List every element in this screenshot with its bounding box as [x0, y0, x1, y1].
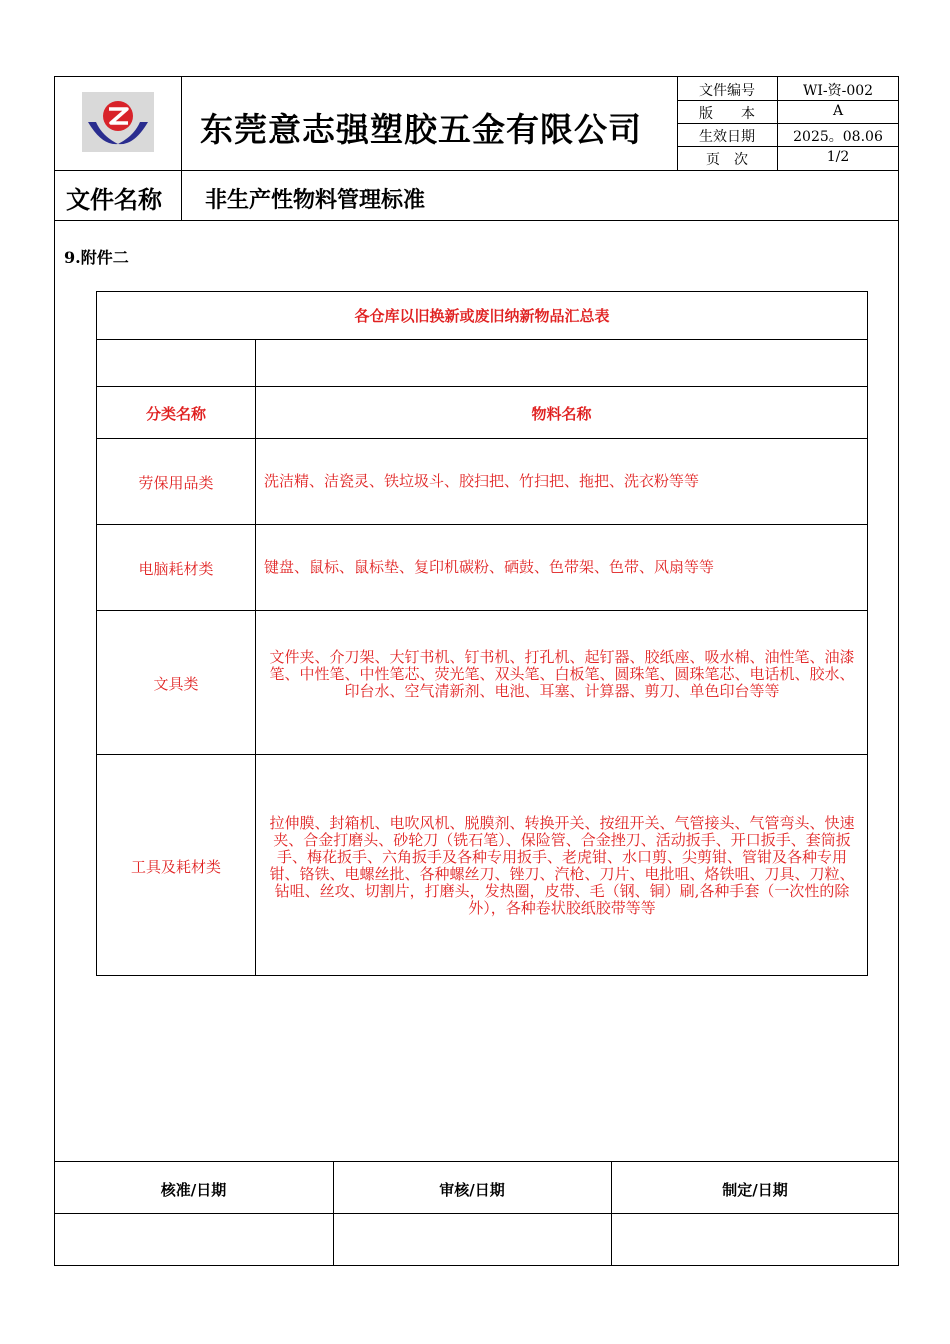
company-name: 东莞意志强塑胶五金有限公司: [200, 110, 642, 149]
table-row-divider: [96, 524, 868, 525]
row-category: 工具及耗材类: [130, 858, 221, 876]
row-category: 劳保用品类: [138, 474, 214, 492]
meta-label-doc-number: 文件编号: [699, 83, 755, 99]
signoff-divider: [54, 1161, 899, 1162]
doc-name-label: 文件名称: [66, 186, 162, 214]
meta-label-effective-date: 生效日期: [699, 129, 755, 145]
table-title: 各仓库以旧换新或废旧纳新物品汇总表: [354, 307, 610, 325]
row-category: 文具类: [153, 675, 199, 693]
company-logo: [82, 92, 154, 152]
meta-value-doc-number: WI-资-002: [802, 83, 874, 99]
row-items: 洗洁精、洁瓷灵、铁垃圾斗、胶扫把、竹扫把、拖把、洗衣粉等等: [264, 472, 700, 490]
row-items: 文件夹、介刀架、大钉书机、钉书机、打孔机、起钉器、胶纸座、吸水棉、油性笔、油漆笔、中性笔、中性笔芯、荧光笔、双头笔、白板笔、圆珠笔、圆珠笔芯、电话机、胶水、印台水、空气清新剂、电池、耳塞、计算器、剪刀、单色印台等等: [269, 648, 855, 700]
meta-value-effective-date: 2025。08.06: [793, 129, 883, 145]
row-category: 电脑耗材类: [138, 560, 214, 578]
signoff-divider: [54, 1213, 899, 1214]
col-header-items: 物料名称: [531, 405, 592, 423]
table-col-divider: [255, 339, 256, 976]
row-items: 拉伸膜、封箱机、电吹风机、脱膜剂、转换开关、按纽开关、气管接头、气管弯头、快速夹、合金打磨头、砂轮刀（铣石笔）、保险管、合金挫刀、活动扳手、开口扳手、套筒扳手、梅花扳手、六角扳手及各种专用扳手、老虎钳、水口剪、尖剪钳、管钳及各种专用钳、铬铁、电螺丝批、各种螺丝刀、锉刀、汽枪、刀片、电批咀、烙铁咀、刀具、刀粒、钻咀、丝攻、切割片，打磨头，发热圈，皮带、毛（钢、铜）刷,各种手套（一次性的除外），各种卷状胶纸胶带等等: [269, 814, 855, 917]
meta-value-page: 1/2: [826, 149, 850, 165]
doc-title: 非生产性物料管理标准: [205, 188, 426, 213]
divider: [677, 146, 899, 147]
signoff-divider: [333, 1161, 334, 1266]
table-row-divider: [96, 754, 868, 755]
divider: [54, 220, 899, 221]
divider: [677, 100, 899, 101]
meta-label-page: 页 次: [706, 152, 748, 168]
divider: [677, 123, 899, 124]
col-header-category: 分类名称: [145, 405, 206, 423]
signoff-approve-label: 核准/日期: [160, 1181, 227, 1199]
section-title: 9.附件二: [64, 248, 129, 267]
row-items: 键盘、鼠标、鼠标垫、复印机碳粉、硒鼓、色带架、色带、风扇等等: [264, 558, 715, 576]
table-row-divider: [96, 438, 868, 439]
table-row-divider: [96, 386, 868, 387]
divider: [54, 170, 899, 171]
signoff-prepare-label: 制定/日期: [722, 1181, 788, 1199]
table-row-divider: [96, 610, 868, 611]
table-row-divider: [96, 339, 868, 340]
signoff-divider: [611, 1161, 612, 1266]
divider: [181, 76, 182, 221]
meta-value-version: A: [832, 103, 844, 119]
signoff-review-label: 审核/日期: [439, 1181, 505, 1199]
meta-label-version: 版 本: [699, 106, 755, 122]
